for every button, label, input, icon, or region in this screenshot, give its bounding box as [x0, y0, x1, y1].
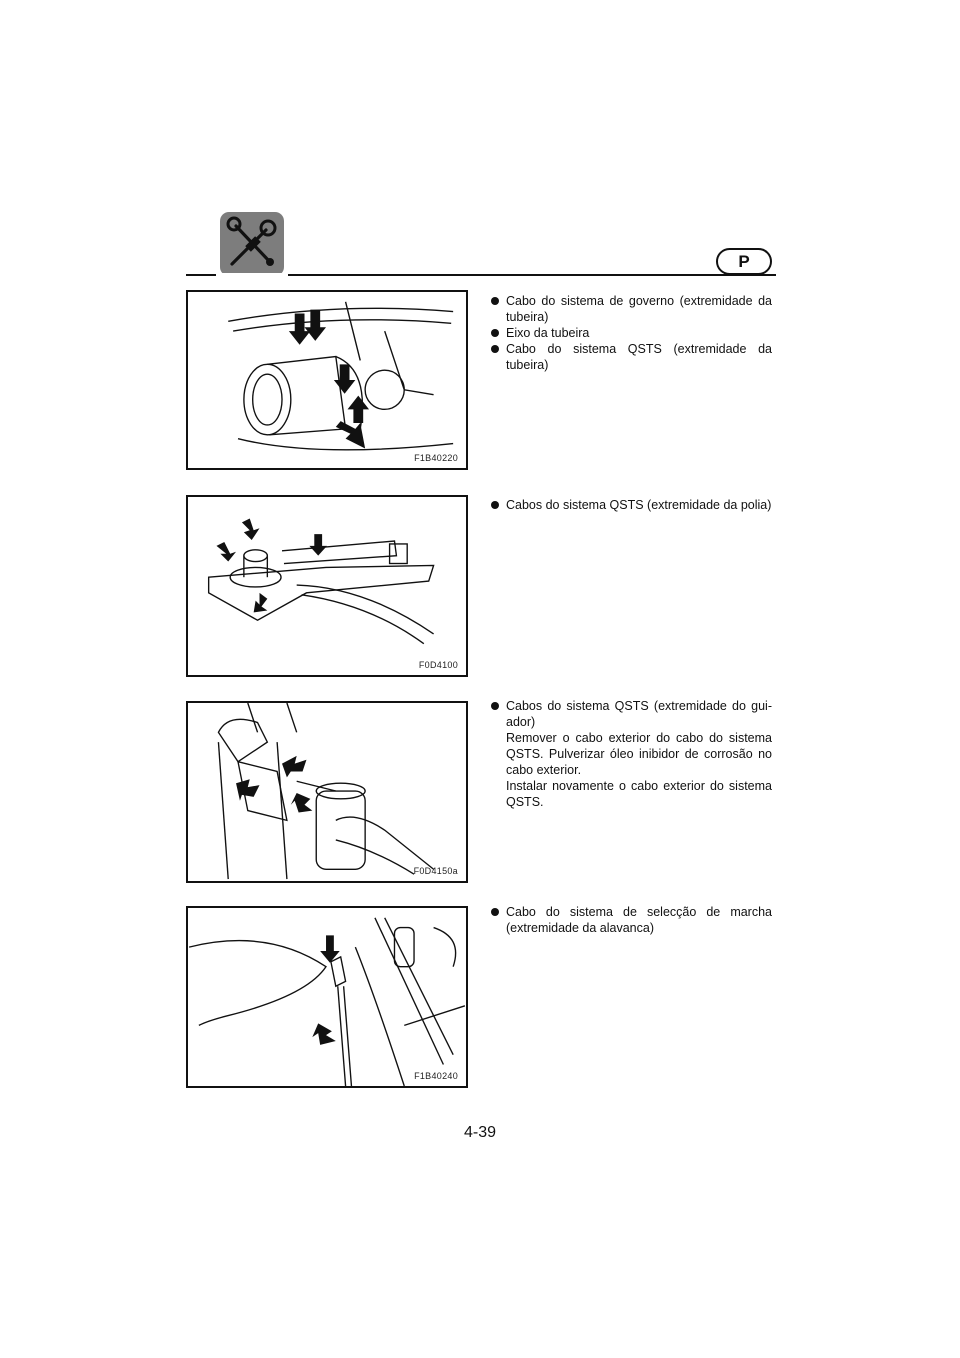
- bullet-list: [490, 698, 772, 810]
- jet-nozzle-illustration: [188, 292, 466, 468]
- bullet-list: [490, 497, 772, 513]
- figure-code: F0D4150a: [413, 866, 458, 876]
- language-badge: P: [716, 248, 772, 275]
- list-item: Cabo do sistema QSTS (extremidade da tubeira): [490, 341, 772, 373]
- handlebar-spray-illustration: [188, 703, 466, 881]
- list-item: [490, 698, 772, 810]
- shift-lever-illustration: [188, 908, 466, 1086]
- figure-handlebar-spray: [186, 701, 468, 883]
- wrench-tools-icon: [220, 212, 284, 276]
- list-item: Eixo da tubeira: [490, 325, 772, 341]
- list-item: Cabo do sistema de governo (extremidade da tubeira): [490, 293, 772, 325]
- figure-code: F0D4100: [418, 660, 458, 670]
- bullet-list: [490, 904, 772, 936]
- figure-jet-nozzle: [186, 290, 468, 470]
- figure-shift-lever: [186, 906, 468, 1088]
- list-item-text: Cabos do sistema QSTS (extremidade do gui-ador): [506, 699, 772, 729]
- figure-code: F1B40220: [414, 453, 458, 463]
- figure-code: F1B40240: [414, 1071, 458, 1081]
- list-item: Cabo do sistema de selecção de marcha (extremidade da alavanca): [490, 904, 772, 936]
- instruction-paragraph: Instalar novamente o cabo exterior do sistema QSTS.: [506, 779, 772, 809]
- page-number: 4-39: [463, 1124, 497, 1141]
- instruction-paragraph: Remover o cabo exterior do cabo do sistema QSTS. Pulverizar óleo inibidor de corrosão no cabo exterior.: [506, 731, 772, 777]
- header-rule: [186, 274, 776, 276]
- pulley-illustration: [188, 497, 466, 675]
- list-item: Cabos do sistema QSTS (extremidade da polia): [490, 497, 772, 513]
- figure-pulley: [186, 495, 468, 677]
- bullet-list: [490, 293, 772, 373]
